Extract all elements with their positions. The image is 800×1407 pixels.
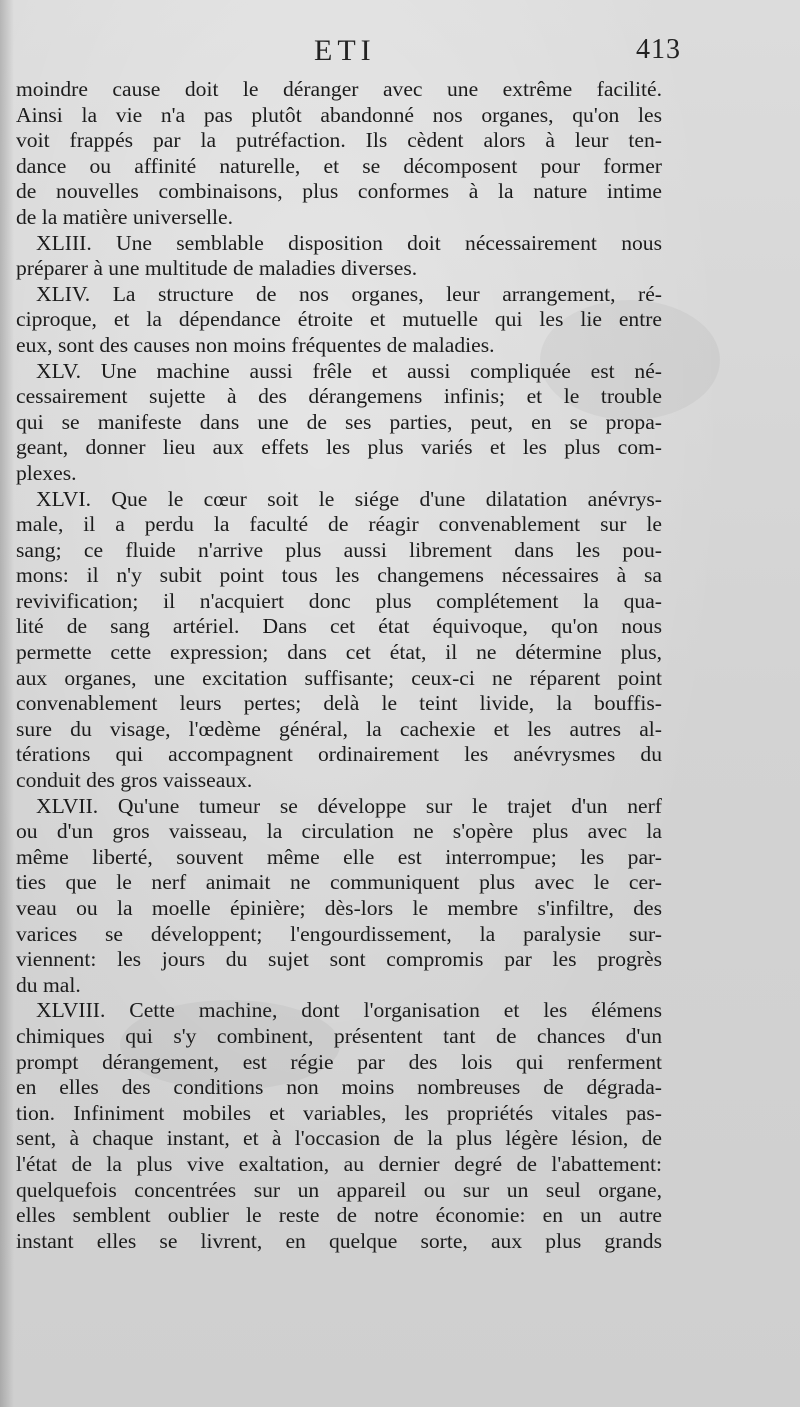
text-line: varices se développent; l'engourdissement, la paralysie sur-: [16, 921, 662, 946]
text-line: XLVIII. Cette machine, dont l'organisation et les élémens: [36, 998, 662, 1023]
text-line: prompt dérangement, est régie par des lois qui renferment: [16, 1049, 662, 1074]
text-line: térations qui accompagnent ordinairement les anévrysmes du: [16, 742, 662, 767]
text-line: convenablement leurs pertes; delà le teint livide, la bouffis-: [16, 691, 662, 716]
text-line: lité de sang artériel. Dans cet état équivoque, qu'on nous: [16, 614, 662, 639]
text-line: ciproque, et la dépendance étroite et mutuelle qui les lie entre: [16, 307, 662, 332]
text-line: chimiques qui s'y combinent, présentent tant de chances d'un: [16, 1023, 662, 1048]
text-line: cessairement sujette à des dérangemens infinis; et le trouble: [16, 384, 662, 409]
page-header: [0, 34, 800, 74]
text-line: Ainsi la vie n'a pas plutôt abandonné nos organes, qu'on les: [16, 102, 662, 127]
text-line: l'état de la plus vive exaltation, au dernier degré de l'abattement:: [16, 1151, 662, 1176]
text-line: viennent: les jours du sujet sont compromis par les progrès: [16, 947, 662, 972]
text-line: ou d'un gros vaisseau, la circulation ne s'opère plus avec la: [16, 819, 662, 844]
text-line: en elles des conditions non moins nombreuses de dégrada-: [16, 1075, 662, 1100]
text-line: tion. Infiniment mobiles et variables, les propriétés vitales pas-: [16, 1100, 662, 1125]
text-line: permette cette expression; dans cet état, il ne détermine plus,: [16, 640, 662, 665]
page-gutter-shadow: [0, 0, 14, 1407]
text-line: instant elles se livrent, en quelque sorte, aux plus grands: [16, 1228, 662, 1253]
text-line: moindre cause doit le déranger avec une extrême facilité.: [16, 77, 662, 101]
text-line: XLVII. Qu'une tumeur se développe sur le trajet d'un nerf: [36, 793, 662, 818]
text-line: veau ou la moelle épinière; dès-lors le membre s'infiltre, des: [16, 896, 662, 920]
page-number: 413: [636, 34, 681, 65]
text-line: qui se manifeste dans une de ses parties, peut, en se propa-: [16, 409, 662, 434]
text-line: revivification; il n'acquiert donc plus complétement la qua-: [16, 588, 662, 613]
text-line: préparer à une multitude de maladies diverses.: [16, 256, 418, 281]
text-line: plexes.: [16, 460, 77, 485]
text-line: elles semblent oublier le reste de notre économie: en un autre: [16, 1203, 662, 1228]
text-line: de la matière universelle.: [16, 204, 234, 229]
text-line: même liberté, souvent même elle est interrompue; les par-: [16, 844, 662, 869]
text-line: XLIV. La structure de nos organes, leur arrangement, ré-: [36, 281, 662, 306]
text-line: du mal.: [16, 972, 81, 997]
text-line: mons: il n'y subit point tous les changemens nécessaires à sa: [16, 563, 662, 588]
text-line: dance ou affinité naturelle, et se décomposent pour former: [16, 153, 662, 178]
text-line: sang; ce fluide n'arrive plus aussi librement dans les pou-: [16, 537, 662, 562]
running-head: ETI: [314, 34, 376, 67]
text-line: voit frappés par la putréfaction. Ils cèdent alors à leur ten-: [16, 128, 662, 153]
text-line: quelquefois concentrées sur un appareil ou sur un seul organe,: [16, 1177, 662, 1202]
text-line: de nouvelles combinaisons, plus conformes à la nature intime: [16, 179, 662, 204]
text-line: aux organes, une excitation suffisante; ceux-ci ne réparent point: [16, 665, 662, 690]
text-line: eux, sont des causes non moins fréquentes de maladies.: [16, 332, 495, 357]
text-line: XLVI. Que le cœur soit le siége d'une dilatation anévrys-: [36, 486, 662, 511]
text-line: sure du visage, l'œdème général, la cachexie et les autres al-: [16, 716, 662, 741]
text-line: XLIII. Une semblable disposition doit nécessairement nous: [36, 230, 662, 255]
text-line: geant, donner lieu aux effets les plus variés et les plus com-: [16, 435, 662, 460]
text-line: ties que le nerf animait ne communiquent plus avec le cer-: [16, 870, 662, 895]
text-line: sent, à chaque instant, et à l'occasion de la plus légère lésion, de: [16, 1126, 662, 1151]
text-line: male, il a perdu la faculté de réagir convenablement sur le: [16, 512, 662, 537]
text-line: XLV. Une machine aussi frêle et aussi compliquée est né-: [36, 358, 662, 383]
text-line: conduit des gros vaisseaux.: [16, 768, 253, 793]
body-text: [16, 77, 662, 1254]
